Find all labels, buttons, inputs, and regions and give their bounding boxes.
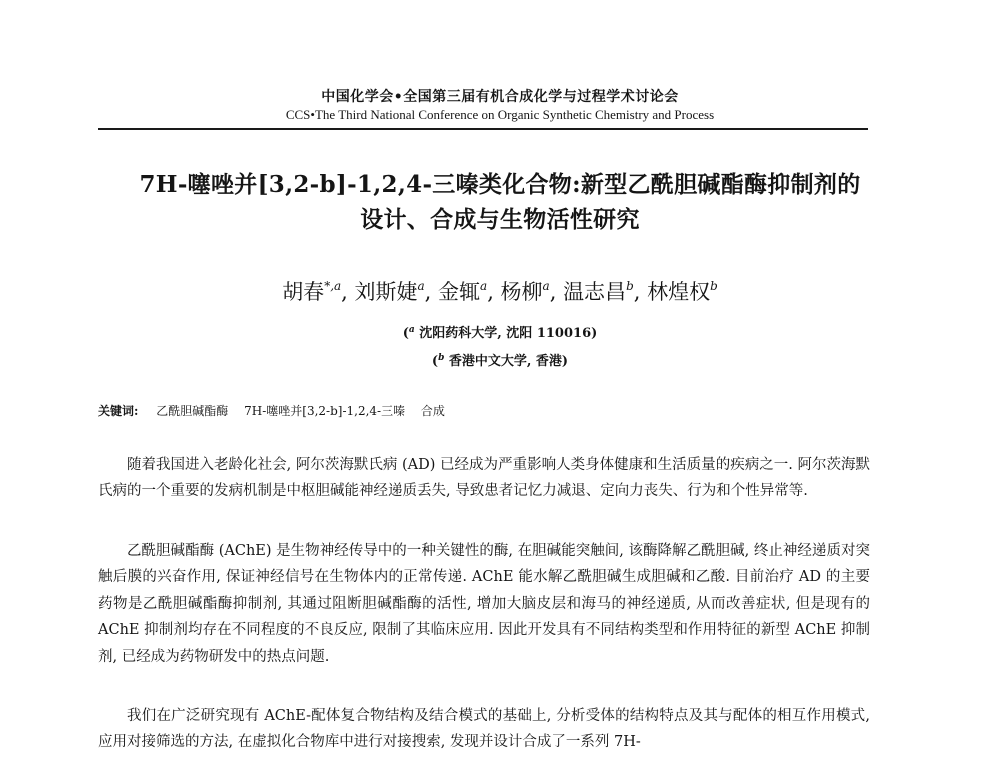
body-paragraph: 随着我国进入老龄化社会, 阿尔茨海默氏病 (AD) 已经成为严重影响人类身体健康和生活质量的疾病之一. 阿尔茨海默氏病的一个重要的发病机制是中枢胆碱能神经递质丢失, 导致患者记忆力减退、定向力丧失、行为和个性异常等. [98, 457, 870, 500]
paper-title-line-1: 7H-噻唑并[3,2-b]-1,2,4-三嗪类化合物:新型乙酰胆碱酯酶抑制剂的 [139, 171, 861, 198]
body-paragraph: 我们在广泛研究现有 AChE-配体复合物结构及结合模式的基础上, 分析受体的结构特点及其与配体的相互作用模式, 应用对接筛选的方法, 在虚拟化合物库中进行对接搜索, 发现并设计合成了一系列 7H- [98, 708, 870, 751]
affiliation-open-paren: ( [431, 354, 439, 369]
affiliation-text: 香港中文大学, 香港) [444, 354, 569, 369]
affiliation-text: 沈阳药科大学, 沈阳 110016) [414, 326, 598, 341]
paper-title-line-2: 设计、合成与生物活性研究 [360, 206, 640, 233]
author-affiliation-mark: a [480, 279, 488, 293]
author-affiliation-mark: b [710, 279, 718, 293]
author-name: 金辄 [438, 280, 481, 304]
author-name: 刘斯婕 [354, 280, 418, 304]
keyword: 合成 [420, 404, 445, 418]
author-separator: , [633, 280, 648, 304]
author-affiliation-mark: a [542, 279, 550, 293]
author-name: 杨柳 [500, 280, 543, 304]
author-list [0, 276, 1000, 306]
affiliation-b [0, 350, 1000, 369]
affiliation-mark: b [438, 353, 445, 363]
keywords-line [98, 402, 868, 419]
author-name: 温志昌 [563, 280, 627, 304]
author-separator: , [487, 280, 501, 304]
keyword: 7H-噻唑并[3,2-b]-1,2,4-三嗪 [244, 404, 406, 418]
author-affiliation-mark: b [626, 279, 634, 293]
author-separator: , [341, 280, 355, 304]
author-separator: , [549, 280, 564, 304]
keywords-label: 关键词: [98, 404, 139, 418]
affiliation-a [0, 322, 1000, 341]
affiliation-open-paren: ( [402, 326, 409, 341]
keyword: 乙酰胆碱酯酶 [156, 404, 229, 418]
header-divider [98, 128, 868, 130]
author-affiliation-mark: *,a [324, 279, 342, 293]
conference-title-english: CCS•The Third National Conference on Organic Synthetic Chemistry and Process [285, 107, 715, 122]
author-separator: , [424, 280, 439, 304]
author-name: 林煌权 [647, 280, 711, 304]
author-name: 胡春 [282, 280, 325, 304]
body-paragraph: 乙酰胆碱酯酶 (AChE) 是生物神经传导中的一种关键性的酶, 在胆碱能突触间, 该酶降解乙酰胆碱, 终止神经递质对突触后膜的兴奋作用, 保证神经信号在生物体内的正常传递. AChE 能水解乙酰胆碱生成胆碱和乙酸. 目前治疗 AD 的主要药物是乙酰胆碱酯酶抑制剂, 其通过阻断胆碱酯酶的活性, 增加大脑皮层和海马的神经递质, 从而改善症状, 但是现有的 AChE 抑制剂均存在不同程度的不良反应, 限制了其临床应用. 因此开发具有不同结构类型和作用特征的新型 AChE 抑制剂, 已经成为药物研发中的热点问题. [98, 543, 870, 665]
author-affiliation-mark: a [417, 279, 425, 293]
affiliation-mark: a [408, 325, 415, 335]
conference-title-chinese: 中国化学会•全国第三届有机合成化学与过程学术讨论会 [321, 89, 679, 105]
